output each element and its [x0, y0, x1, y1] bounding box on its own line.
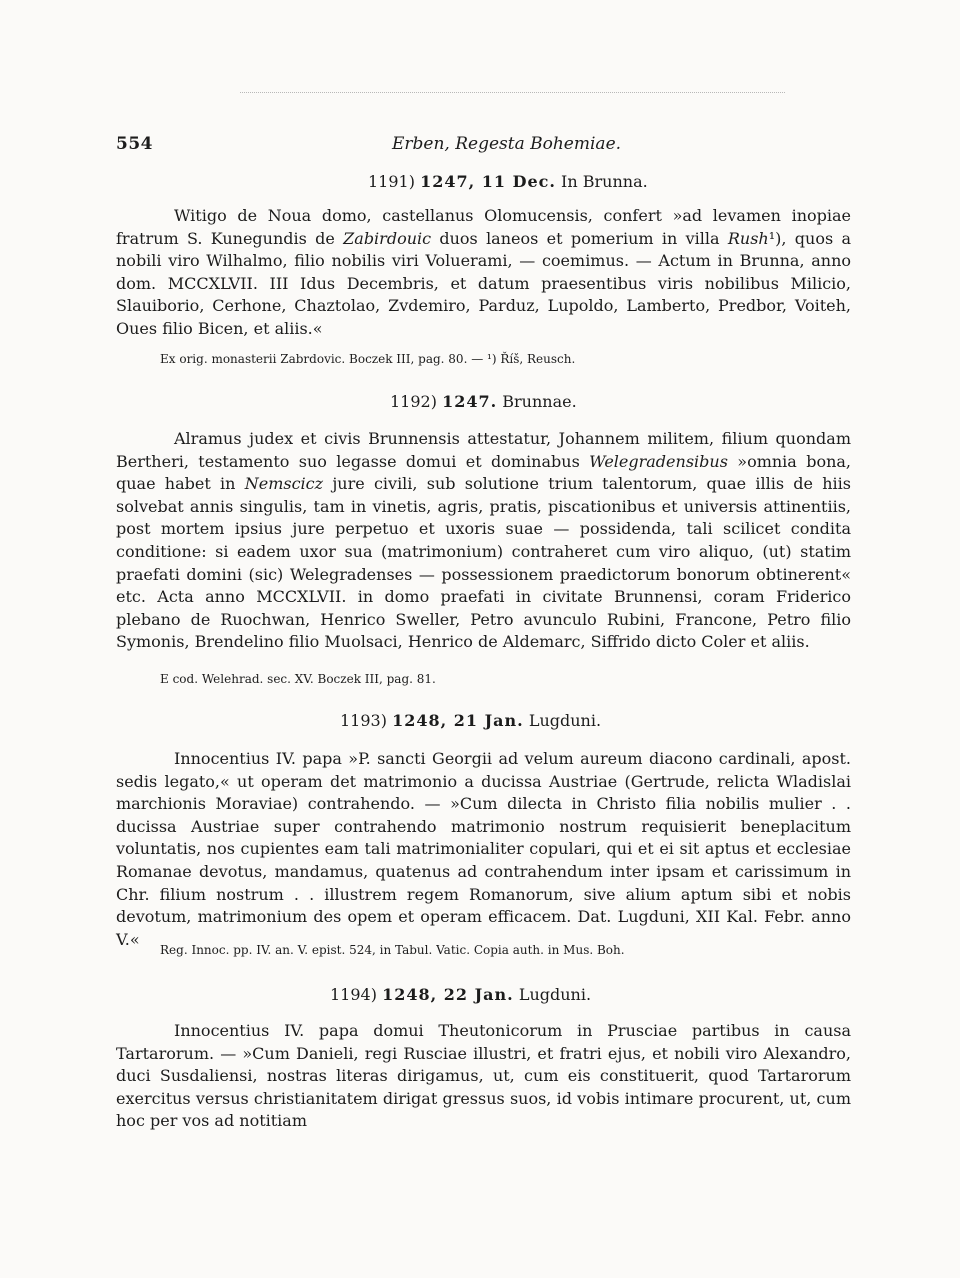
entry-heading	[368, 172, 648, 191]
entry-place: In Brunna.	[561, 172, 648, 191]
entry-text: Alramus judex et civis Brunnensis attestatur, Johannem militem, filium quondam Bertheri, testamento suo legasse domui et dominabus Welegradensibus »omnia bona, quae habet in Nemscicz jure civili, sub solutione trium talentorum, quae illis de hiis solvebat annis singulis, tam in vinetis, agris, pratis, piscationibus et universis attinentiis, post mortem ipsius jure perpetuo et uxoris suae — possidenda, tali scilicet condita conditione: si eadem uxor sua (matrimonium) contraheret cum viro aliquo, (ut) statim praefati domini (sic) Welegradenses — possessionem praedictorum bonorum obtinerent« etc. Acta anno MCCXLVII. in domo praefati in civitate Brunnensi, coram Friderico plebano de Ruochwan, Henrico Sweller, Petro avunculo Rubini, Francone, Petro filio Symonis, Brendelino filio Muolsaci, Henrico de Aldemarc, Siffrido dicto Coler et aliis.	[116, 429, 852, 652]
page-number: 554	[116, 134, 153, 154]
entry-place: Lugduni.	[528, 711, 602, 730]
entry-date: 1248, 22 Jan.	[382, 985, 514, 1004]
entry-date: 1248, 21 Jan.	[392, 711, 524, 730]
entry-source: E cod. Welehrad. sec. XV. Boczek III, pag. 81.	[160, 672, 436, 686]
entry-number: 1192)	[390, 392, 437, 411]
header-rule	[240, 92, 785, 93]
entry-source: Ex orig. monasterii Zabrdovic. Boczek III, pag. 80. — ¹) Říš, Reusch.	[160, 352, 576, 366]
entry-text: Innocentius IV. papa »P. sancti Georgii ad velum aureum diacono cardinali, apost. sedis legato,« ut operam det matrimonio a ducissa Austriae (Gertrude, relicta Wladislai marchionis Moraviae) contrahendo. — »Cum dilecta in Christo filia nobilis mulier . . ducissa Austriae super contrahendo matrimonio nostrum requisierit beneplacitum voluntatis, nos cupientes eam tali matrimonialiter copulari, qui et ei sit aptus et ecclesiae Romanae devotus, mandamus, quatenus ad contrahendum inter ipsam et carissimum in Chr. filium nostrum . . illustrem regem Romanorum, sive alium aptum sibi et nobis devotum, matrimonium des opem et operam efficacem. Dat. Lugduni, XII Kal. Febr. anno V.«	[116, 749, 851, 949]
entry-heading	[340, 711, 601, 730]
entry-source: Reg. Innoc. pp. IV. an. V. epist. 524, in Tabul. Vatic. Copia auth. in Mus. Boh.	[160, 943, 625, 957]
entry-text: Innocentius IV. papa domui Theutonicorum in Prusciae partibus in causa Tartarorum. — »Cum Danieli, regi Rusciae illustri, et fratri ejus, et nobili viro Alexandro, duci Susdaliensi, nostras literas dirigamus, ut, cum eis constituerit, quod Tartarorum exercitus versus christianitatem dirigat gressus suos, id vobis intimare procurent, ut, cum hoc per vos ad notitiam	[116, 1021, 851, 1131]
entry-date: 1247.	[442, 392, 498, 411]
entry-place: Lugduni.	[518, 985, 592, 1004]
running-title: Erben, Regesta Bohemiae.	[392, 134, 622, 154]
entry-number: 1193)	[340, 711, 387, 730]
entry-text: Witigo de Noua domo, castellanus Olomucensis, confert »ad levamen inopiae fratrum S. Kunegundis de Zabirdouic duos laneos et pomerium in villa Rush¹), quos a nobili viro Wilhalmo, filio nobilis viri Voluerami, — coemimus. — Actum in Brunna, anno dom. MCCXLVII. III Idus Decembris, et datum praesentibus viris nobilibus Milicio, Slauiborio, Cerhone, Chaztolao, Zvdemiro, Parduz, Lupoldo, Lamberto, Predbor, Voiteh, Oues filio Bicen, et aliis.«	[116, 206, 852, 338]
entry-heading	[390, 392, 577, 411]
entry-number: 1191)	[368, 172, 415, 191]
entry-date: 1247, 11 Dec.	[420, 172, 556, 191]
entry-place: Brunnae.	[502, 392, 577, 411]
entry-number: 1194)	[330, 985, 377, 1004]
entry-heading	[330, 985, 591, 1004]
